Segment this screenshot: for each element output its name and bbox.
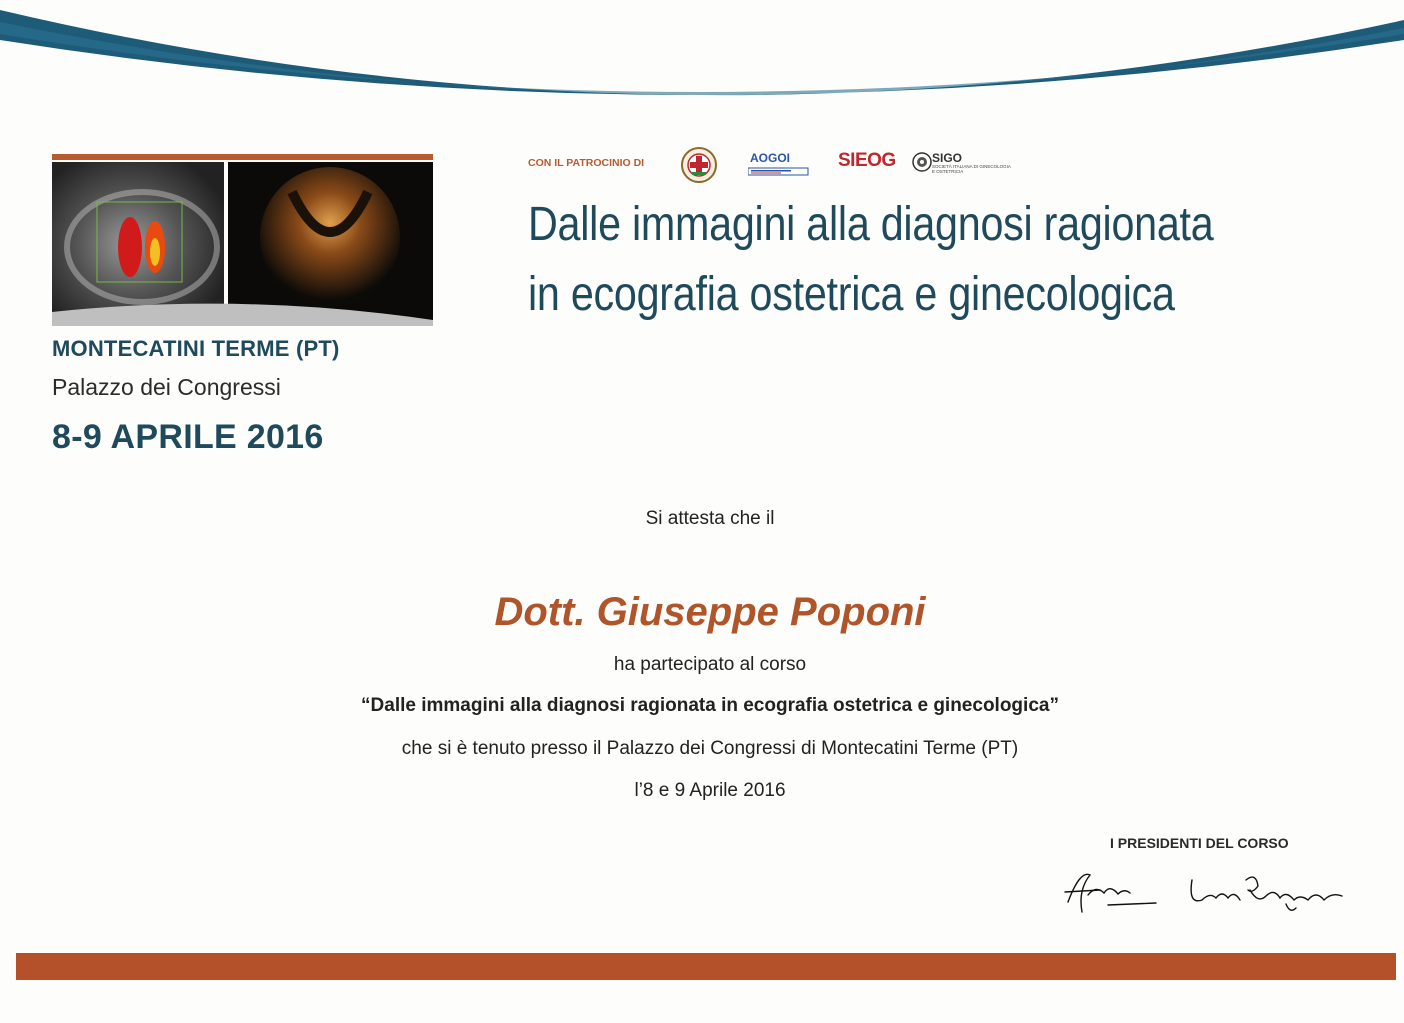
event-title-line-2: in ecografia ostetrica e ginecologica	[528, 268, 1175, 321]
venue-place: Palazzo dei Congressi	[52, 374, 281, 400]
aogoi-underline-icon	[748, 166, 810, 178]
aogoi-logo: AOGOI	[750, 151, 791, 165]
image-top-stripe	[52, 154, 433, 160]
presidents-label: I PRESIDENTI DEL CORSO	[1110, 835, 1289, 851]
course-dates: l’8 e 9 Aprile 2016	[634, 780, 786, 801]
bottom-band	[16, 953, 1396, 980]
venue-statement: che si è tenuto presso il Palazzo dei Congressi di Montecatini Terme (PT)	[401, 738, 1019, 759]
participation-text: ha partecipato al corso	[613, 654, 807, 675]
presidents-signatures	[1060, 860, 1360, 920]
top-wave-band	[0, 0, 1404, 130]
sigo-subtitle: SOCIETÀ ITALIANA DI GINECOLOGIA E OSTETRICIA	[932, 164, 1011, 174]
sieog-logo: SIEOG	[838, 150, 896, 171]
venue-city: MONTECATINI TERME (PT)	[52, 336, 340, 361]
seal-logo	[680, 146, 718, 184]
sigo-logo: SIGO	[932, 151, 963, 165]
attest-text: Si attesta che il	[645, 508, 775, 529]
event-title	[528, 190, 1268, 330]
course-title: “Dalle immagini alla diagnosi ragionata in ecografia ostetrica e ginecologica”	[361, 695, 1059, 716]
patronage-label: CON IL PATROCINIO DI	[528, 157, 645, 169]
ultrasound-images	[52, 162, 433, 326]
venue-date: 8-9 APRILE 2016	[52, 418, 324, 456]
recipient-name: Dott. Giuseppe Poponi	[494, 590, 926, 634]
sigo-emblem-icon	[912, 152, 932, 172]
event-title-line-1: Dalle immagini alla diagnosi ragionata	[528, 198, 1214, 251]
